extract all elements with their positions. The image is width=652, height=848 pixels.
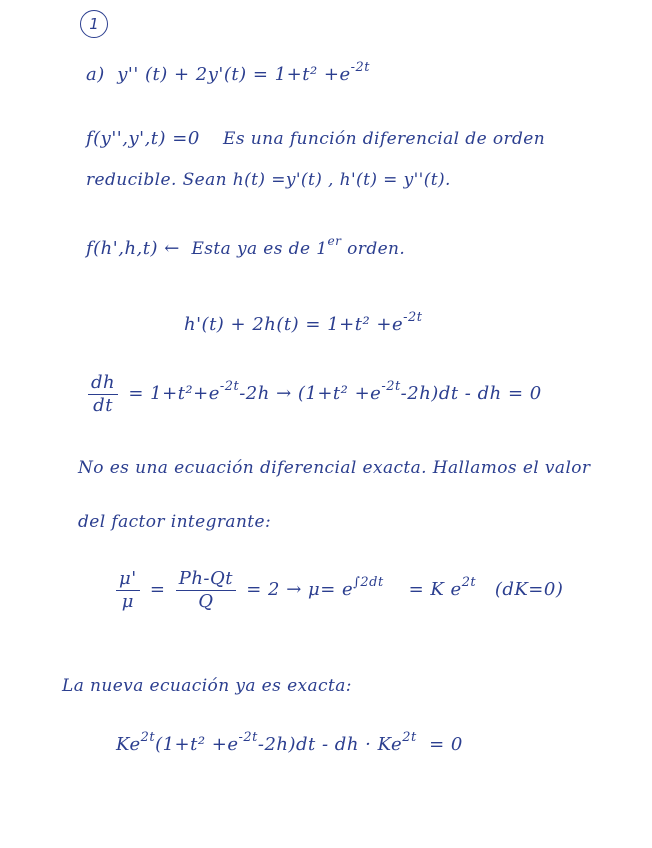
differential-middle-tail: -2h → (1+t² +e <box>239 383 382 405</box>
exact-end: = 0 <box>429 734 463 755</box>
reduced-function: f(h',h,t) ← <box>86 238 180 259</box>
note-not-exact <box>78 458 590 478</box>
differential-middle-exponent: -2t <box>219 379 240 395</box>
ode-expression: y'' (t) + 2y'(t) = 1+t² +e <box>117 64 351 85</box>
equation-integrating-factor <box>112 568 563 612</box>
reduced-exponent: -2t <box>403 309 423 325</box>
page-number-text: 1 <box>89 15 99 33</box>
integral-exponent: ∫2dt <box>353 575 384 591</box>
note-integrating-factor <box>78 512 271 532</box>
dh-numerator: dh <box>88 372 118 395</box>
p-q-fraction <box>176 568 236 612</box>
q-denominator: Q <box>198 590 214 612</box>
ode-exponent: -2t <box>350 59 370 75</box>
exact-tail-exponent: 2t <box>402 729 417 745</box>
k-exponent: 2t <box>461 575 477 591</box>
function-expression: f(y'',y',t) =0 <box>86 128 200 149</box>
first-order-text: Esta ya es de <box>191 239 311 259</box>
note-substitution <box>86 170 451 190</box>
exact-body: (1+t² +e <box>155 734 239 755</box>
dh-dt-fraction <box>88 372 118 416</box>
note-function <box>86 128 545 149</box>
equation-ode <box>86 59 370 85</box>
equation-exact <box>116 729 463 755</box>
mu-expression: = 2 → μ= e <box>246 579 354 601</box>
integrating-factor-text: del factor integrante: <box>78 512 272 532</box>
first-order-tail: orden. <box>347 239 406 259</box>
differential-rhs-tail: -2h)dt - dh = 0 <box>400 383 542 405</box>
equation-differential-form <box>84 372 542 416</box>
note-first-order <box>86 234 406 259</box>
ordinal-suffix: er <box>327 234 342 249</box>
note-now-exact <box>62 676 352 696</box>
differential-middle: = 1+t²+e <box>128 383 220 405</box>
p-q-numerator: Ph-Qt <box>176 568 236 591</box>
ordinal-number: 1 <box>316 239 328 259</box>
equation-reduced <box>184 309 423 335</box>
mu: μ <box>121 590 134 612</box>
part-label: a) <box>86 64 105 85</box>
exact-tail: -2h)dt - dh · Ke <box>257 734 403 755</box>
mu-ratio-fraction <box>116 568 140 612</box>
function-description: Es una función diferencial de orden <box>223 129 546 149</box>
reduced-expression: h'(t) + 2h(t) = 1+t² +e <box>184 314 404 335</box>
now-exact-text: La nueva ecuación ya es exacta: <box>62 676 352 696</box>
page-number <box>80 10 108 38</box>
differential-rhs-exponent: -2t <box>381 379 401 395</box>
exact-body-exponent: -2t <box>238 729 258 745</box>
substitution-text: reducible. Sean h(t) =y'(t) , h'(t) = y''(t). <box>86 170 451 190</box>
exact-k-exponent: 2t <box>140 729 156 745</box>
k-expression: = K e <box>408 579 462 601</box>
mu-prime: μ' <box>116 568 140 591</box>
dk-note: (dK=0) <box>494 579 564 601</box>
not-exact-text: No es una ecuación diferencial exacta. Hallamos el valor <box>78 458 591 478</box>
dt-denominator: dt <box>93 394 113 416</box>
exact-k: Ke <box>116 734 141 755</box>
equals-sign: = <box>149 579 166 601</box>
